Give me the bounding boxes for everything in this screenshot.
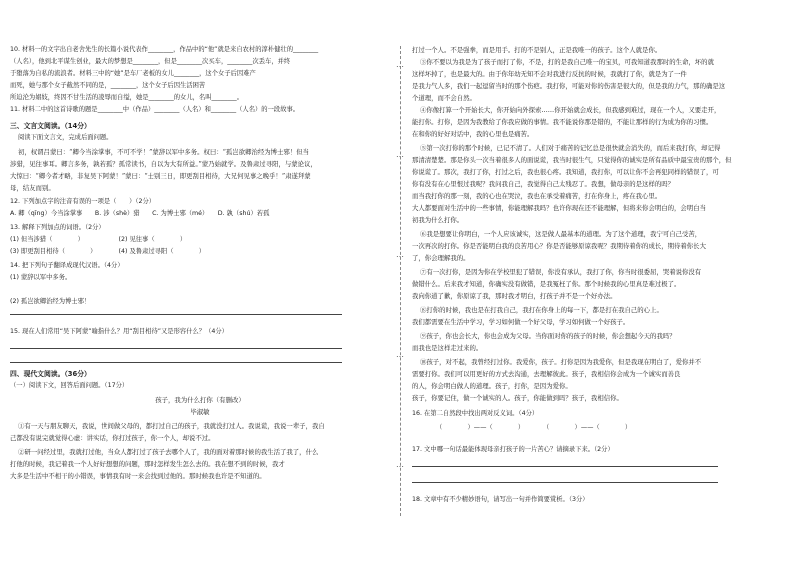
passage-line: ⑩孩子，对不起，我曾经打过你。我爱你，孩子。打你是因为我爱你，但是我现在明白了，爱你并不 — [420, 358, 702, 366]
passage-line: 做错什么。后来我才知道，你确实没有做错，是我冤枉了你。那个时候我的心里真是难过极了。 — [412, 280, 681, 288]
question-line: 16. 在第二自然段中找出两对反义词。（4分） — [412, 410, 539, 417]
question-line: 18. 文章中有不少精妙语句，请写出一句并作简要赏析。（3分） — [412, 496, 589, 503]
passage-line: 个道理，而不会自然。 — [412, 94, 476, 102]
question-line: 17. 文中哪一句话最能体现母亲打孩子的一片苦心？请摘录下来。（2分） — [412, 446, 614, 453]
passage-line: 而我也是这样走过来的。 — [412, 344, 483, 352]
answer-line[interactable] — [412, 482, 718, 483]
question-line: 12. 下列加点字的注音有误的一项是（ ）（2分） — [10, 198, 156, 205]
question-line: （ ）——（ ） （ ）——（ ） — [436, 424, 632, 431]
passage-line: 而当我打你的那一刻，我的心也在哭泣，我也在承受着痛苦，打在你身上，疼在我心里。 — [412, 192, 662, 200]
question-line: 阅读下面文言文，完成后面问题。 — [18, 134, 113, 141]
margin-marker: … — [396, 460, 404, 469]
passage-line: 孩子，我为什么打你（有删改） — [155, 396, 245, 404]
question-line: 于堕落为自私的流浪者。材料三中的“她”是车厂老板的女儿________，这个女子后因难产 — [10, 70, 256, 77]
passage-line: 初我为什么打你。 — [412, 216, 464, 224]
passage-line: 你有没有在心里恨过我呢？我问我自己，我觉得自己太残忍了。我想，做母亲的是这样的吗？ — [412, 180, 675, 188]
passage-line: 是我力气人多，我们一起逗留当时的那个伤疤。我打你，可能对你的伤害是很大的，但是我的力气，那的确是这 — [412, 82, 726, 90]
column-divider — [400, 46, 401, 516]
question-line: (2) 孤岂欲卿治经为博士邪！ — [10, 298, 91, 305]
answer-line[interactable] — [412, 466, 718, 467]
passage-line: 我向你道了歉，你原谅了我，那时我才明白，打孩子并不是一个好办法。 — [412, 292, 617, 300]
question-line: （一）阅读下文，回答后面问题。（17分） — [10, 382, 129, 389]
passage-line: ③你不要以为我是为了孩子而打了你，不是，打的是我自己唯一的宝贝，可我知道我那时的生命，坏的就 — [420, 58, 714, 66]
passage-line: 我们都需要在生活中学习，学习如何做一个好父母，学习如何做一个好孩子。 — [412, 318, 630, 326]
question-line: 10. 材料一的文字出自老舍先生的长篇小说代表作________，作品中的“他”就是来自农村的淳朴健壮的________ — [10, 46, 319, 53]
passage-line: 大多是生活中不相干的小错误，事情我有时一来会找到过他的。那时候我也许是不知道的。 — [10, 472, 266, 480]
passage-line: ②研一问经过里，我就打过他，当众人都打过了孩子去哪个人了，我的面对着那时候的我生活了我了，什么 — [18, 448, 319, 456]
answer-line[interactable] — [10, 362, 342, 363]
question-line: 15. 现在人们常用“吴下阿蒙”喻指什么？用“刮目相待”又是形容什么？（4分） — [10, 328, 228, 335]
margin-marker: … — [396, 350, 404, 359]
passage-line: 一次再次的打你。你是否能明白我的良苦用心？你是否能够原谅我呢？我期待着你的成长，期待着你长大 — [412, 242, 706, 250]
passage-line: 了，你会理解我的。 — [412, 254, 470, 262]
passage-line: 能打你。打你，是因为我教给了你我应做的事情。我不能说你那是错的，不能让那样的行为成为你的习惯。 — [412, 118, 713, 126]
passage-line: 初，权谓吕蒙曰：“卿今当涂掌事，不可不学！”蒙辞以军中多务。权曰：“孤岂欲卿治经为博士邪！但当 — [18, 148, 309, 156]
question-line: 11. 材料二中的这首诗歌的题是________中（作品）________（人名）和________（人名）的一段故事。 — [10, 106, 300, 113]
margin-marker: … — [396, 250, 404, 259]
margin-marker: … — [396, 60, 404, 69]
question-line: 而死，她与那个女子截然不同的是，________，这个女子后因生活困苦 — [10, 82, 206, 89]
passage-line: 那清清楚楚。那是你头一次当着很多人的面说谎，我当时很生气，只觉得你的诚实是所有品质中最宝贵的那个，但 — [412, 156, 732, 164]
passage-line: ①有一天与朋友聊天，我说，世间做父母的，都打过自己的孩子，我就没打过人。我说谎，我说一辈子，我自 — [18, 422, 325, 430]
passage-line: ⑧打你的时候，我也是在打我自己，我打在你身上的每一下，都是打在我自己的心上。 — [420, 306, 663, 314]
passage-line: 这样坏掉了，也是最大的。由于你年幼无知不会对我进行反抗的时候，我就打了你，就是为了一件 — [412, 70, 687, 78]
question-line: （人名），他到北平谋生创业，最大的梦想是________，但是________次买车，________次丢车，并终 — [10, 58, 291, 65]
passage-line: 需要打你。我们可以用更好的方式去沟通，去理解彼此。孩子，我相信你会成为一个诚实而善良 — [412, 370, 681, 378]
passage-line: 的人，你会明白做人的道理。孩子，打你，是因为爱你。 — [412, 382, 572, 390]
passage-line: ⑥我是想要让你明白，一个人应该诚实，这是做人最基本的道理。为了这个道理，我宁可自己受苦， — [420, 230, 702, 238]
passage-line: 己都没有说完就觉得心虚：讲实话，你打过孩子，你一个人，却说不过。 — [10, 434, 215, 442]
question-line: 所迫沦为娼妓，终因不甘生活的凌辱而自缢，她是________的女儿，名叫________。 — [10, 94, 243, 101]
answer-line[interactable] — [10, 348, 342, 349]
passage-line: 涉猎，见往事耳。卿言多务，孰若孤？孤常读书，自以为大有所益。”蒙乃始就学。及鲁肃过寻阳，与蒙论议， — [10, 160, 317, 168]
passage-line: 孩子，你要记住，做一个诚实的人。孩子，你能做到吗？孩子，我相信你。 — [412, 394, 623, 402]
question-line: A. 卿（qīng）今当涂掌事 B. 涉（shè）猎 C. 为博士邪（mé） D. 孰（shú）若孤 — [10, 210, 270, 217]
margin-marker: … — [396, 150, 404, 159]
right-column — [412, 0, 784, 562]
question-line: 13. 解释下列加点的词语。（2分） — [10, 224, 105, 231]
passage-line: ④你像打算一个开始长大，你开始向外探索……你开始就会成长，但我感到难过，现在一个人，又要走开， — [420, 106, 721, 114]
passage-line: ⑦有一次打你，是因为你在学校里犯了错误，你没有承认，我打了你，你当时很委屈，哭着说你没有 — [420, 268, 702, 276]
question-line: 14. 把下列句子翻译成现代汉语。（4分） — [10, 262, 124, 269]
section-heading: 三、文言文阅读。（14分） — [10, 122, 91, 130]
passage-line: 大人都要面对生活中的一些事情，你能理解我吗？也许你现在还不能理解，但将来你会明白的，会明白当 — [412, 204, 706, 212]
passage-line: ⑤第一次打你的那个时候，已记不清了。人们对于痛苦的记忆总是很快就会消失的，而后来我打你，却记得 — [420, 144, 721, 152]
passage-line: 打过一个人。不是强拳，而是用手。打的不是别人，正是我唯一的孩子。这个人就是你。 — [412, 46, 662, 54]
left-column — [10, 0, 390, 562]
section-heading: 四、现代文阅读。（36分） — [10, 370, 91, 378]
passage-line: 母，结友而别。 — [10, 184, 55, 192]
answer-line[interactable] — [10, 314, 342, 315]
passage-line: 打他的时候，我记着我一个人好好想想的问题，那时怎样发生怎么去的。我在想不到的时候，我才 — [10, 460, 285, 468]
passage-line: 大惊曰：“卿今者才略，非复吴下阿蒙！”蒙曰：“士别三日，即更刮目相待，大兄何见事之晚乎！”肃遂拜蒙 — [10, 172, 311, 180]
passage-line: 在和你的好好对话中，我的心里也是痛苦。 — [412, 130, 534, 138]
question-line: (3) 即更刮目相待（ ） (4) 及鲁肃过寻阳（ ） — [10, 248, 206, 255]
passage-line: ⑨孩子，你也会长大，你也会成为父母。当你面对你的孩子的时候，你会想起今天的我吗？ — [420, 332, 676, 340]
passage-line: 你说谎了。那次，我打了你，打过之后，我也很心疼。我知道，我打你，可以让你不会再犯同样的错误了，可 — [412, 168, 719, 176]
passage-line: 毕淑敏 — [190, 408, 210, 416]
question-line: (1) 蒙辞以军中多务。 — [10, 274, 72, 281]
question-line: (1) 但当涉猎（ ） (2) 见往事（ ） — [10, 236, 187, 243]
